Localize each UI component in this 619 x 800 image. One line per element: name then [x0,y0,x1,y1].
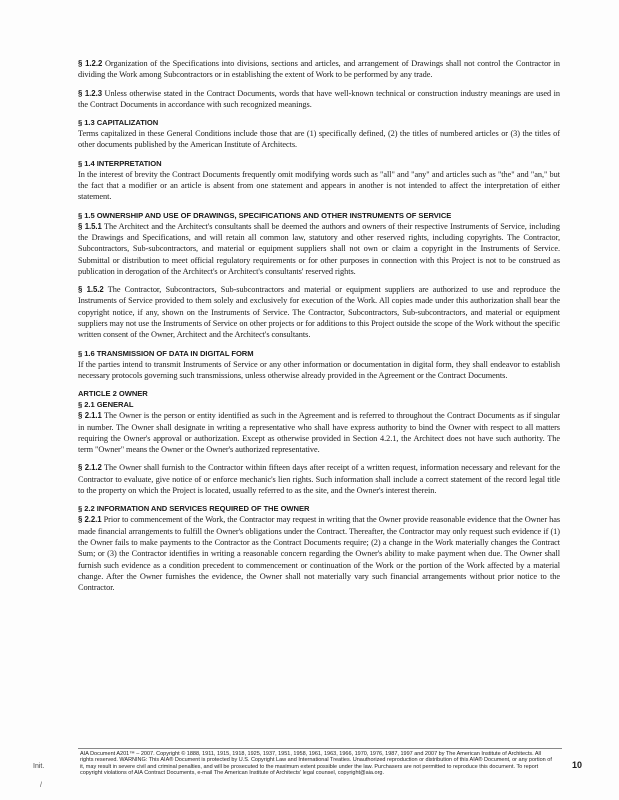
initials-slash: / [40,782,42,789]
clause-number: § 1.2.3 [78,88,102,98]
clause-number: § 1.5.2 [78,285,104,295]
copyright-footer: AIA Document A201™ – 2007. Copyright © 1888, 1911, 1915, 1918, 1925, 1937, 1951, 1958, 1961, 1963, 1966, 1970, 1976, 1987, 1997 and 2007 by The American Institute of Architects. All rights reserved. WARNING: This AIA® Document is protected by U.S. Copyright Law and International Treaties. Unauthorized reproduction or distribution of this AIA® Document, or any portion of it, may result in severe civil and criminal penalties, and will be prosecuted to the maximum extent possible under the law. Purchasers are not permitted to reproduce this document. To report copyright violations of AIA Contract Documents, e-mail The American Institute of Architects' legal counsel, copyright@aia.org. [80,751,552,776]
paragraph [78,359,560,382]
paragraph-text: In the interest of brevity the Contract Documents frequently omit modifying words such as "all" and "any" and articles such as "the" and "an," but the fact that a modifier or an article is absent from one statement and appears in another is not intended to affect the interpretation of either statement. [78,169,560,202]
paragraph [78,221,560,277]
paragraph-text: The Contractor, Subcontractors, Sub-subcontractors and material or equipment suppliers are authorized to use and reproduce the Instruments of Service provided to them solely and exclusively for execution of the Work. All copies made under this authorization shall bear the copyright notice, if any, shown on the Instruments of Service. The Contractor, Subcontractors, Sub-subcontractors, and material or equipment suppliers may not use the Instruments of Service on other projects or for additions to this Project outside the scope of the Work without the specific written consent of the Owner, Architect and the Architect's consultants. [78,285,561,340]
footer-divider [78,748,562,749]
paragraph-text: Terms capitalized in these General Conditions include those that are (1) specifically defined, (2) the titles of numbered articles or (3) the titles of other documents published by the American Institute of Architects. [78,129,560,150]
paragraph-text: The Architect and the Architect's consultants shall be deemed the authors and owners of their respective Instruments of Service, including the Drawings and Specifications, and will retain all common law, statutory and other reserved rights, including copyrights. The Contractor, Subcontractors, Sub-subcontractors, and material or equipment suppliers shall not own or claim a copyright in the Instruments of Service. Submittal or distribution to meet official regulatory requirements or for other purposes in connection with this Project is not to be construed as publication in derogation of the Architect's or Architect's consultants' reserved rights. [78,221,560,276]
section [78,88,560,111]
paragraph [78,462,560,496]
section [78,58,560,81]
paragraph-text: Unless otherwise stated in the Contract Documents, words that have well-known technical or construction industry meanings are used in the Contract Documents in accordance with such recognized meanings. [78,88,560,109]
document-body [78,58,560,600]
section [78,348,560,382]
initials-label: Init. [33,763,45,770]
paragraph-text: Organization of the Specifications into divisions, sections and articles, and arrangement of Drawings shall not control the Contractor in dividing the Work among Subcontractors or in establishing the extent of Work to be performed by any trade. [78,59,560,80]
section-heading: § 2.2 INFORMATION AND SERVICES REQUIRED OF THE OWNER [78,504,310,514]
paragraph-text: The Owner is the person or entity identified as such in the Agreement and is referred to throughout the Contract Documents as if singular in number. The Owner shall designate in writing a representative who shall have express authority to bind the Owner with respect to all matters requiring the Owner's approval or authorization. Except as otherwise provided in Section 4.2.1, the Architect does not have such authority. The term "Owner" means the Owner or the Owner's authorized representative. [78,411,560,455]
clause-number: § 1.2.2 [78,59,103,68]
clause-number: § 1.5.1 [78,221,102,231]
paragraph-text: Prior to commencement of the Work, the Contractor may request in writing that the Owner provide reasonable evidence that the Owner has made financial arrangements to fulfill the Owner's obligations under the Contract. Thereafter, the Contractor may only request such evidence if (1) the Owner fails to make payments to the Contractor as the Contract Documents require; (2) a change in the Work materially changes the Contract Sum; or (3) the Contractor identifies in writing a reasonable concern regarding the Owner's ability to make payment when due. The Owner shall furnish such evidence as a condition precedent to commencement or continuation of the Work or the portion of the Work affected by a material change. After the Owner furnishes the evidence, the Owner shall not materially vary such financial arrangements without prior notice to the Contractor. [78,515,561,593]
clause-number: § 2.1.1 [78,411,102,421]
section-heading: § 1.3 CAPITALIZATION [78,118,159,128]
paragraph-text: The Owner shall furnish to the Contractor within fifteen days after receipt of a written request, information necessary and relevant for the Contractor to evaluate, give notice of or enforce mechanic's lien rights. Such information shall include a correct statement of the record legal title to the property on which the Project is located, usually referred to as the site, and the Owner's interest therein. [78,463,560,496]
clause-number: § 2.2.1 [78,515,102,525]
section-heading: § 1.4 INTERPRETATION [78,158,162,168]
section [78,117,560,151]
paragraph [78,128,560,151]
paragraph-text: If the parties intend to transmit Instruments of Service or any other information or documentation in digital form, they shall endeavor to establish necessary protocols governing such transmissions, unless otherwise already provided in the Agreement or the Contract Documents. [78,359,560,380]
paragraph [78,410,560,455]
section [78,503,560,593]
paragraph [78,58,560,81]
section-heading: ARTICLE 2 OWNER [78,389,148,399]
subsection-heading: § 2.1 GENERAL [78,400,134,410]
paragraph [78,169,560,203]
paragraph [78,514,560,593]
page-number: 10 [572,760,583,770]
section-heading: § 1.6 TRANSMISSION OF DATA IN DIGITAL FORM [78,348,254,358]
section [78,158,560,203]
clause-number: § 2.1.2 [78,463,102,473]
paragraph [78,88,560,111]
paragraph [78,284,560,340]
section [78,210,560,341]
section [78,388,560,496]
section-heading: § 1.5 OWNERSHIP AND USE OF DRAWINGS, SPECIFICATIONS AND OTHER INSTRUMENTS OF SERVICE [78,210,452,220]
